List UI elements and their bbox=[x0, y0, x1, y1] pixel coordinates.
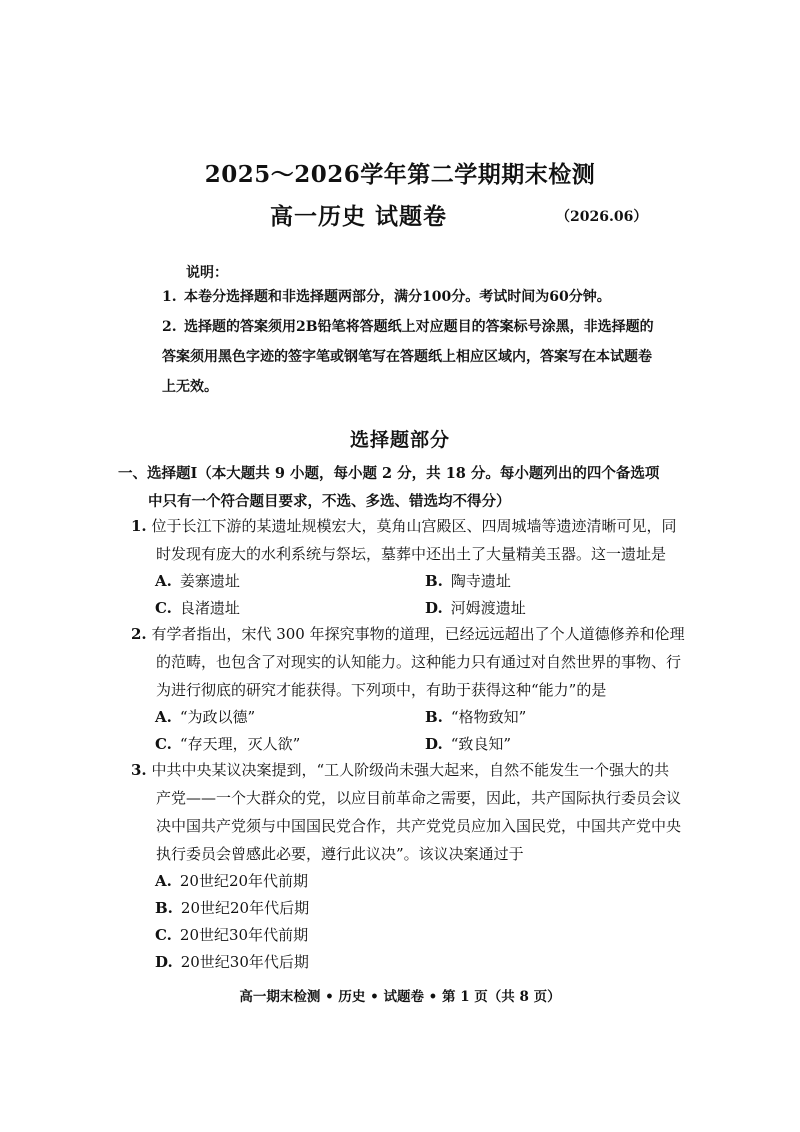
exam-title: 2025～2026学年第二学期期末检测 bbox=[204, 161, 596, 188]
option-b: B. “格物致知” bbox=[425, 708, 527, 726]
option-list bbox=[131, 704, 691, 758]
exam-date: （2026.06） bbox=[556, 209, 648, 225]
question-1 bbox=[131, 512, 691, 622]
question-stem-line: 有学者指出，宋代 300 年探究事物的道理，已经远远超出了个人道德修养和伦理 bbox=[151, 625, 685, 643]
question-stem-line: 的范畴，也包含了对现实的认知能力。这种能力只有通过对自然世界的事物、行 bbox=[156, 653, 682, 671]
question-3 bbox=[131, 756, 691, 976]
option-d: D. 20世纪30年代后期 bbox=[155, 953, 309, 971]
question-stem-line: 位于长江下游的某遗址规模宏大，莫角山宫殿区、四周城墙等遗迹清晰可见，同 bbox=[151, 517, 677, 535]
part-heading bbox=[118, 460, 678, 516]
question-stem bbox=[131, 620, 691, 704]
question-stem-line: 决中国共产党须与中国国民党合作，共产党党员应加入国民党，中国共产党中央 bbox=[156, 817, 682, 835]
option-c: C. 20世纪30年代前期 bbox=[155, 926, 309, 944]
question-stem bbox=[131, 756, 691, 868]
question-number: 1. bbox=[131, 517, 147, 535]
option-c: C. “存天理，灭人欲” bbox=[155, 735, 301, 753]
exam-subtitle: 高一历史 试题卷 bbox=[270, 203, 448, 230]
option-b: B. 20世纪20年代后期 bbox=[155, 899, 310, 917]
question-stem bbox=[131, 512, 691, 568]
question-number: 3. bbox=[131, 761, 147, 779]
note-text: 选择题的答案须用2B铅笔将答题纸上对应题目的答案标号涂黑，非选择题的答案须用黑色字迹的签字笔或钢笔写在答题纸上相应区域内，答案写在本试题卷上无效。 bbox=[162, 319, 654, 395]
option-a: A. 20世纪20年代前期 bbox=[155, 872, 309, 890]
question-2 bbox=[131, 620, 691, 758]
option-list bbox=[131, 568, 691, 622]
option-b: B. 陶寺遗址 bbox=[425, 572, 511, 590]
option-a: A. 姜寨遗址 bbox=[155, 572, 240, 590]
part-heading-line1: 一、选择题Ⅰ（本大题共 9 小题，每小题 2 分，共 18 分。每小题列出的四个备选项 bbox=[118, 465, 660, 482]
page-footer: 高一期末检测 • 历史 • 试题卷 • 第 1 页（共 8 页） bbox=[239, 989, 561, 1005]
note-item bbox=[162, 282, 682, 312]
part-heading-line2: 中只有一个符合题目要求，不选、多选、错选均不得分） bbox=[148, 493, 511, 510]
question-stem-line: 产党——一个大群众的党，以应目前革命之需要，因此，共产国际执行委员会议 bbox=[156, 789, 682, 807]
question-number: 2. bbox=[131, 625, 147, 643]
option-a: A. “为政以德” bbox=[155, 708, 256, 726]
question-stem-line: 时发现有庞大的水利系统与祭坛，墓葬中还出土了大量精美玉器。这一遗址是 bbox=[156, 545, 667, 563]
question-stem-line: 执行委员会曾感此必要，遵行此议决”。该议决案通过于 bbox=[156, 845, 524, 863]
section-title: 选择题部分 bbox=[349, 429, 450, 451]
note-text: 本卷分选择题和非选择题两部分，满分100分。考试时间为60分钟。 bbox=[184, 289, 611, 305]
note-number: 2. bbox=[162, 319, 177, 335]
option-list bbox=[131, 868, 691, 976]
option-d: D. “致良知” bbox=[425, 735, 512, 753]
question-stem-line: 为进行彻底的研究才能获得。下列项中，有助于获得这种“能力”的是 bbox=[156, 681, 607, 699]
option-c: C. 良渚遗址 bbox=[155, 599, 240, 617]
note-number: 1. bbox=[162, 289, 177, 305]
notes-heading: 说明： bbox=[186, 265, 228, 281]
option-d: D. 河姆渡遗址 bbox=[425, 599, 526, 617]
note-item bbox=[162, 312, 662, 402]
question-stem-line: 中共中央某议决案提到，“工人阶级尚未强大起来，自然不能发生一个强大的共 bbox=[151, 761, 670, 779]
